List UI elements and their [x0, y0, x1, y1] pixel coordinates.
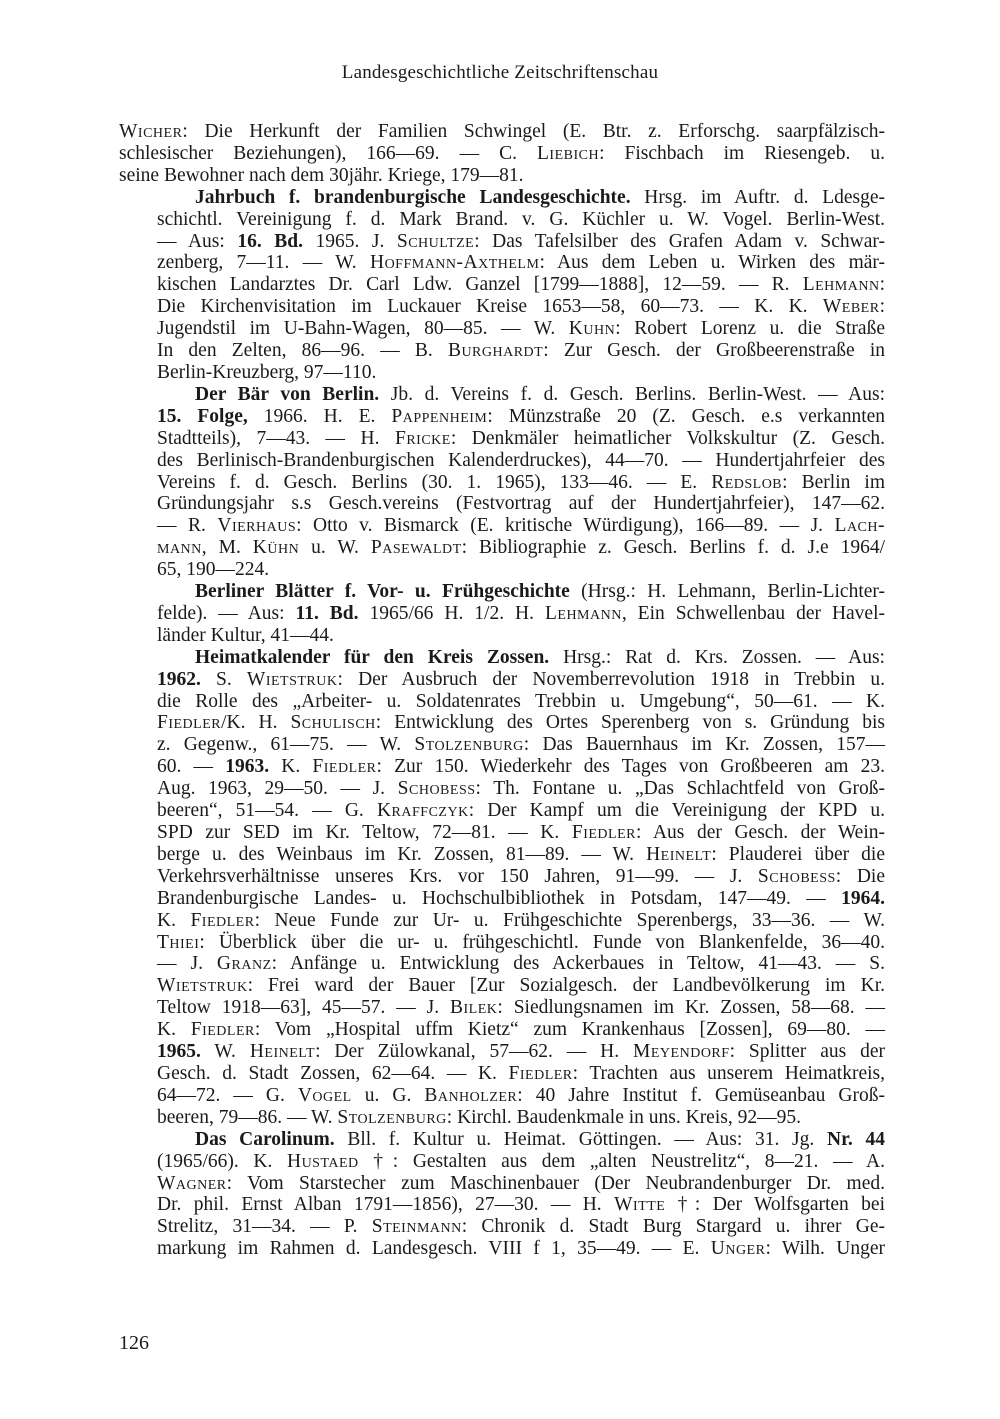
journal-title: 16. Bd. — [237, 230, 303, 252]
text-run: S. — [200, 668, 247, 690]
text-run: beeren“, 51—54. — G. — [157, 800, 377, 822]
text-run: 65, 190—224. — [157, 559, 270, 581]
text-run: : Die Herkunft der Familien Schwingel (E. Btr. z. Erforschg. saarpfälzisch- — [182, 121, 885, 142]
author-name: Vogel — [297, 1084, 352, 1106]
text-run: (Hrsg.: H. Lehmann, Berlin-Lichter- — [569, 581, 885, 603]
text-run: : Das Bauernhaus im Kr. Zossen, 157— — [523, 734, 885, 756]
journal-title: Das Carolinum. — [195, 1128, 335, 1150]
text-run: 1965/66 H. 1/2. H. — [358, 602, 545, 624]
text-run: Die Kirchenvisitation im Luckauer Kreise 1653—58, 60—73. — K. K. — [157, 296, 823, 318]
author-name: Wietstruk — [157, 975, 248, 997]
text-line — [119, 1151, 885, 1173]
text-run: die Rolle des „Arbeiter- u. Soldatenrates Trebbin u. Umgebung“, 50—61. — K. — [157, 690, 885, 712]
journal-title: 1964. — [841, 887, 885, 909]
text-run: Hrsg.: Rat d. Krs. Zossen. — Aus: — [549, 646, 885, 668]
author-name: Kühn — [252, 537, 300, 559]
text-line — [119, 953, 885, 975]
author-name: Lach- — [834, 515, 885, 537]
text-run: : Überblick über die ur- u. frühgeschichtl. Funde von Blankenfelde, 36—40. — [199, 931, 885, 953]
bibliography-entry — [119, 121, 885, 187]
text-line — [119, 472, 885, 494]
author-name: Kuhn — [568, 318, 616, 340]
text-run: (1965/66). K. — [157, 1150, 287, 1172]
bibliography-entry — [119, 647, 885, 1129]
text-run: : Wilh. Unger — [765, 1238, 885, 1260]
text-run: z. Gegenw., 61—75. — W. — [157, 734, 415, 756]
text-run: : Berlin im — [782, 471, 885, 493]
bibliography-entry — [119, 384, 885, 581]
journal-title: Der Bär von Berlin. — [195, 383, 380, 405]
text-run: : Zur 150. Wiederkehr des Tages von Großbeeren am 23. — [376, 756, 885, 778]
author-name: Weber — [822, 296, 880, 318]
author-name: Bilek — [450, 997, 498, 1019]
bibliography-entry — [119, 187, 885, 384]
text-line — [119, 296, 885, 318]
journal-title: Jahrbuch f. brandenburgische Landesgeschichte. — [195, 186, 631, 208]
author-name: Stolzenburg — [337, 1106, 447, 1128]
text-run: : Die — [835, 865, 885, 887]
text-run: 1966. H. E. — [247, 405, 392, 427]
text-run: : Das Tafelsilber des Grafen Adam v. Schwar- — [474, 230, 886, 252]
text-run: †: Der Wolfsgarten bei — [665, 1194, 885, 1216]
text-line — [119, 143, 885, 165]
text-run: u. W. — [299, 537, 371, 559]
text-line — [119, 997, 885, 1019]
text-run: : Fischbach im Riesengeb. u. — [599, 142, 885, 164]
author-name: Vierhaus — [217, 515, 297, 537]
text-run: : Chronik d. Stadt Burg Stargard u. ihrer Ge- — [461, 1216, 885, 1238]
text-run: Hrsg. im Auftr. d. Ldesge- — [630, 186, 885, 208]
text-line — [119, 603, 885, 625]
text-run: länder Kultur, 41—44. — [157, 624, 334, 646]
text-line — [119, 669, 885, 691]
text-run: K. — [157, 1019, 191, 1041]
author-name: Wietstruk — [246, 668, 338, 690]
text-run: 64—72. — G. — [157, 1084, 298, 1106]
author-name: Witte — [614, 1194, 666, 1216]
text-line — [119, 844, 885, 866]
text-run: : Anfänge u. Entwicklung des Ackerbaues in Teltow, 41—43. — S. — [271, 953, 885, 975]
author-name: Schultze — [396, 230, 475, 252]
text-line — [119, 910, 885, 932]
text-line — [119, 493, 885, 515]
text-run: — J. — [157, 953, 217, 975]
running-header: Landesgeschichtliche Zeitschriftenschau — [341, 62, 659, 83]
author-name: Liebich — [537, 142, 600, 164]
text-run: SPD zur SED im Kr. Teltow, 72—81. — K. — [157, 822, 572, 843]
author-name: Thiei — [157, 931, 200, 953]
text-run: : Entwicklung des Ortes Sperenberg von s. Gründung bis — [375, 712, 885, 734]
text-run: Vereins f. d. Gesch. Berlins (30. 1. 1965), 133—46. — E. — [157, 471, 712, 493]
text-line — [119, 800, 885, 822]
author-name: Hoffmann-Axthelm — [369, 252, 540, 274]
text-line — [119, 362, 885, 384]
text-run: beeren, 79—86. — W. — [157, 1106, 338, 1128]
text-line — [119, 406, 885, 428]
text-line — [119, 1194, 885, 1216]
text-run: Bll. f. Kultur u. Heimat. Göttingen. — Aus: 31. Jg. — [334, 1128, 827, 1150]
text-run: Berlin-Kreuzberg, 97—110. — [157, 361, 377, 383]
text-run: : Plauderei über die — [711, 843, 885, 865]
author-name: Schobess — [757, 865, 836, 887]
text-run: — R. — [157, 515, 218, 537]
text-line — [119, 1129, 885, 1151]
text-line — [119, 340, 885, 362]
text-line — [119, 888, 885, 910]
text-line — [119, 778, 885, 800]
text-line — [119, 1173, 885, 1195]
text-run: Gründungsjahr s.s Gesch.vereins (Festvortrag auf der Hundertjahrfeier), 147—62. — [157, 493, 885, 515]
author-name: Stolzenburg — [414, 734, 524, 756]
text-run: Strelitz, 31—34. — P. — [157, 1216, 372, 1238]
author-name: Steinmann — [371, 1216, 462, 1238]
text-line — [119, 318, 885, 340]
text-run: : — [879, 296, 885, 318]
text-run: : Der Kampf um die Vereinigung der KPD u. — [468, 800, 885, 822]
author-name: Lehmann — [544, 602, 622, 624]
text-run: 1965. J. — [302, 230, 397, 252]
text-line — [119, 756, 885, 778]
text-line — [119, 165, 885, 187]
text-run: : Siedlungsnamen im Kr. Zossen, 58—68. — — [497, 997, 885, 1019]
text-line — [119, 1085, 885, 1107]
text-run: kischen Landarztes Dr. Carl Ldw. Ganzel [1799—1888], 12—59. — R. — [157, 274, 803, 296]
text-run: Gesch. d. Stadt Zossen, 62—64. — K. — [157, 1062, 509, 1084]
text-line — [119, 384, 885, 406]
author-name: Pappenheim — [391, 405, 488, 427]
journal-title: 11. Bd. — [295, 602, 359, 624]
text-run: Jb. d. Vereins f. d. Gesch. Berlins. Berlin-West. — Aus: — [379, 383, 885, 405]
text-run: : Vom „Hospital uffm Kietz“ zum Krankenhaus [Zossen], 69—80. — — [254, 1019, 885, 1041]
text-run: : Aus dem Leben u. Wirken des mär- — [539, 252, 885, 274]
page-number: 126 — [119, 1332, 149, 1354]
author-name: Wicher — [119, 121, 183, 142]
text-run: : Zur Gesch. der Großbeerenstraße in — [543, 340, 885, 362]
text-run: : Splitter aus der — [729, 1041, 886, 1063]
text-run: berge u. des Weinbaus im Kr. Zossen, 81—89. — W. — [157, 843, 647, 865]
text-run: : Der Ausbruch der Novemberrevolution 1918 in Trebbin u. — [337, 668, 885, 690]
text-line — [119, 537, 885, 559]
text-line — [119, 647, 885, 669]
author-name: Heinelt — [249, 1041, 316, 1063]
author-name: Fiedler — [157, 712, 222, 734]
bibliography-entry — [119, 581, 885, 647]
author-name: Lehmann — [802, 274, 880, 296]
text-run: Verkehrsverhältnisse unseres Krs. vor 150 Jahren, 91—99. — J. — [157, 865, 758, 887]
journal-title: Berliner Blätter f. Vor- u. Frühgeschichte — [195, 581, 570, 603]
text-run: W. — [200, 1041, 250, 1063]
bibliography-entry — [119, 1129, 885, 1260]
text-run: schichtl. Vereinigung f. d. Mark Brand. v. G. Küchler u. W. Vogel. Berlin-West. — [157, 208, 885, 230]
text-run: felde). — Aus: — [157, 602, 296, 624]
text-line — [119, 691, 885, 713]
text-run: : Frei ward der Bauer [Zur Sozialgesch. der Landbevölkerung im Kr. — [247, 975, 885, 997]
text-line — [119, 559, 885, 581]
text-line — [119, 1041, 885, 1063]
author-name: Unger — [710, 1238, 766, 1260]
text-line — [119, 734, 885, 756]
author-name: Fiedler — [190, 909, 255, 931]
text-run: Dr. phil. Ernst Alban 1791—1856), 27—30. — H. — [157, 1194, 615, 1216]
text-run: u. G. — [351, 1084, 425, 1106]
author-name: Banholzer — [424, 1084, 518, 1106]
text-run: : Trachten aus unserem Heimatkreis, — [572, 1062, 885, 1084]
author-name: Wagner — [157, 1172, 227, 1194]
text-line — [119, 1063, 885, 1085]
text-run: : Denkmäler heimatlicher Volkskultur (Z. Gesch. — [450, 427, 885, 449]
text-run: : Münzstraße 20 (Z. Gesch. e.s verkannten — [487, 405, 886, 427]
text-run: Aug. 1963, 29—50. — J. — [157, 778, 398, 800]
text-run: Stadtteils), 7—43. — H. — [157, 427, 395, 449]
text-run: : Neue Funde zur Ur- u. Frühgeschichte Sperenbergs, 33—36. — W. — [254, 909, 885, 931]
text-line — [119, 581, 885, 603]
author-name: Granz — [216, 953, 272, 975]
journal-title: 1962. — [157, 668, 201, 690]
author-name: Fiedler — [571, 822, 636, 843]
journal-title: Heimatkalender für den Kreis Zossen. — [195, 646, 550, 668]
author-name: Kraffczyk — [376, 800, 469, 822]
text-run: : Der Zülowkanal, 57—62. — H. — [315, 1041, 634, 1063]
text-run: 60. — — [157, 756, 226, 778]
text-run: : 40 Jahre Institut f. Gemüseanbau Groß- — [517, 1084, 885, 1106]
text-line — [119, 515, 885, 537]
author-name: Hustaed — [286, 1150, 359, 1172]
text-line — [119, 450, 885, 472]
text-run: — Aus: — [157, 230, 238, 252]
text-run: In den Zelten, 86—96. — B. — [157, 340, 448, 362]
text-run: : Kirchl. Baudenkmale in uns. Kreis, 92—95. — [446, 1106, 801, 1128]
text-line — [119, 822, 885, 844]
text-line — [119, 231, 885, 253]
text-run: /K. H. — [221, 712, 291, 734]
author-name: mann — [157, 537, 202, 559]
text-run: K. — [269, 756, 313, 778]
text-line — [119, 274, 885, 296]
text-run: schlesischer Beziehungen), 166—69. — C. — [119, 142, 538, 164]
author-name: Meyendorf — [633, 1041, 730, 1063]
text-run: des Berlinisch-Brandenburgischen Kalenderdruckes), 44—70. — Hundertjahrfeier des — [157, 449, 885, 471]
text-run: : — [879, 274, 885, 296]
author-name: Fiedler — [190, 1019, 255, 1041]
text-line — [119, 975, 885, 997]
author-name: Fiedler — [312, 756, 377, 778]
text-line — [119, 428, 885, 450]
author-name: Fricke — [395, 427, 451, 449]
text-run: : Th. Fontane u. „Das Schlachtfeld von Groß- — [475, 778, 886, 800]
text-run: †: Gestalten aus dem „alten Neustrelitz“, 8—21. — A. — [358, 1150, 885, 1172]
text-run: markung im Rahmen d. Landesgesch. VIII f 1, 35—49. — E. — [157, 1238, 711, 1260]
text-line — [119, 1238, 885, 1260]
text-line — [119, 187, 885, 209]
text-line — [119, 209, 885, 231]
text-run: , Ein Schwellenbau der Havel- — [621, 602, 886, 624]
text-run: : Vom Starstecher zum Maschinenbauer (Der Neubrandenburger Dr. med. — [226, 1172, 885, 1194]
journal-title: 1965. — [157, 1041, 201, 1063]
text-line — [119, 712, 885, 734]
text-line — [119, 252, 885, 274]
text-line — [119, 121, 885, 143]
text-line — [119, 1019, 885, 1041]
text-run: K. — [157, 909, 191, 931]
journal-title: Nr. 44 — [826, 1128, 886, 1150]
text-run: zenberg, 7—11. — W. — [157, 252, 370, 274]
text-run: Jugendstil im U-Bahn-Wagen, 80—85. — W. — [157, 318, 569, 340]
author-name: Redslob — [711, 471, 783, 493]
author-name: Fiedler — [508, 1062, 573, 1084]
text-run: : Otto v. Bismarck (E. kritische Würdigung), 166—89. — J. — [296, 515, 835, 537]
author-name: Pasewaldt — [370, 537, 462, 559]
text-line — [119, 932, 885, 954]
text-line — [119, 625, 885, 647]
text-run: : Aus der Gesch. der Wein- — [636, 822, 885, 843]
journal-title: 15. Folge, — [157, 405, 248, 427]
text-line — [119, 1107, 885, 1129]
text-run: seine Bewohner nach dem 30jähr. Kriege, 179—81. — [119, 164, 524, 186]
journal-title: 1963. — [225, 756, 270, 778]
text-run: : Bibliographie z. Gesch. Berlins f. d. J.e 1964/ — [461, 537, 885, 559]
text-run: , M. — [201, 537, 253, 559]
author-name: Schulisch — [290, 712, 376, 734]
author-name: Heinelt — [646, 843, 712, 865]
text-run: Teltow 1918—63], 45—57. — J. — [157, 997, 451, 1019]
bibliography-text — [119, 121, 885, 1260]
text-run: : Robert Lorenz u. die Straße — [615, 318, 885, 340]
text-line — [119, 1216, 885, 1238]
text-line — [119, 866, 885, 888]
text-run: Brandenburgische Landes- u. Hochschulbibliothek in Potsdam, 147—49. — — [157, 887, 842, 909]
author-name: Burghardt — [447, 340, 544, 362]
author-name: Schobess — [397, 778, 476, 800]
